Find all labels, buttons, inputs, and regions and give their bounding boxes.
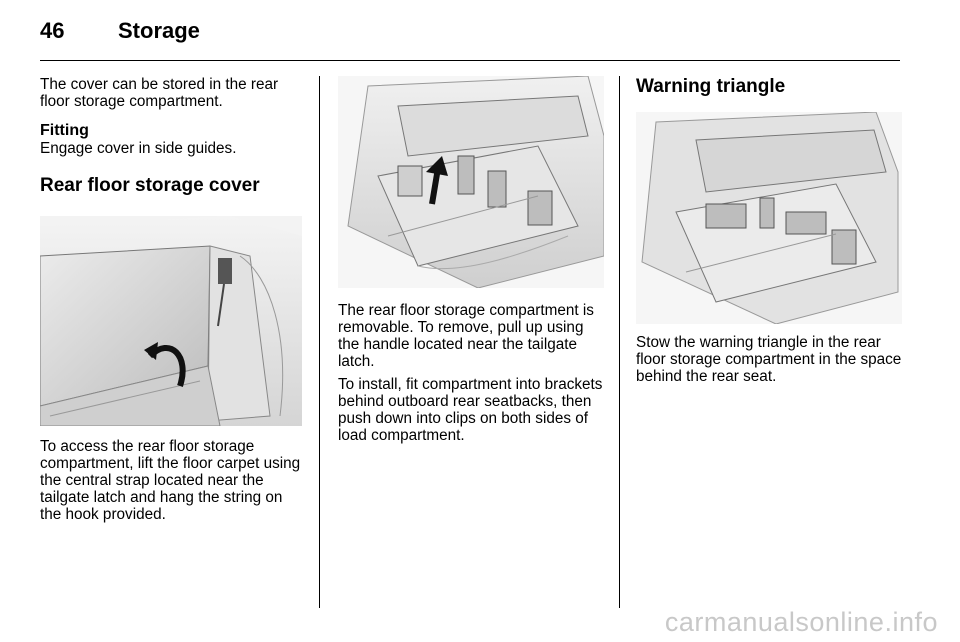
section-title: Storage	[118, 18, 200, 43]
column-2	[338, 76, 604, 596]
watermark: carmanualsonline.info	[664, 607, 938, 637]
warning-triangle-illustration	[636, 112, 902, 324]
column-1	[40, 76, 302, 596]
intro-paragraph: The cover can be stored in the rear floor storage compartment.	[40, 76, 279, 110]
page-number: 46	[40, 18, 65, 43]
fitting-heading: Fitting	[40, 122, 89, 139]
floor-carpet-illustration	[40, 216, 302, 426]
column-3	[636, 76, 902, 596]
fitting-paragraph: Engage cover in side guides.	[40, 140, 237, 157]
remove-paragraph: The rear floor storage compartment is removable. To remove, pull up using the handle located near the tailgate latch.	[338, 302, 594, 370]
rear-floor-cover-heading: Rear floor storage cover	[40, 175, 260, 196]
install-paragraph: To install, fit compartment into brackets behind outboard rear seatbacks, then push down into clips on both sides of load compartment.	[338, 376, 603, 444]
warning-triangle-paragraph: Stow the warning triangle in the rear floor storage compartment in the space behind the rear seat.	[636, 334, 902, 385]
header-rule	[40, 60, 900, 61]
column-divider-1	[319, 76, 320, 608]
column-divider-2	[619, 76, 620, 608]
warning-triangle-heading: Warning triangle	[636, 76, 786, 97]
storage-compartment-illustration	[338, 76, 604, 288]
access-paragraph: To access the rear floor storage compartment, lift the floor carpet using the central strap located near the tailgate latch and hang the string on the hook provided.	[40, 438, 301, 523]
